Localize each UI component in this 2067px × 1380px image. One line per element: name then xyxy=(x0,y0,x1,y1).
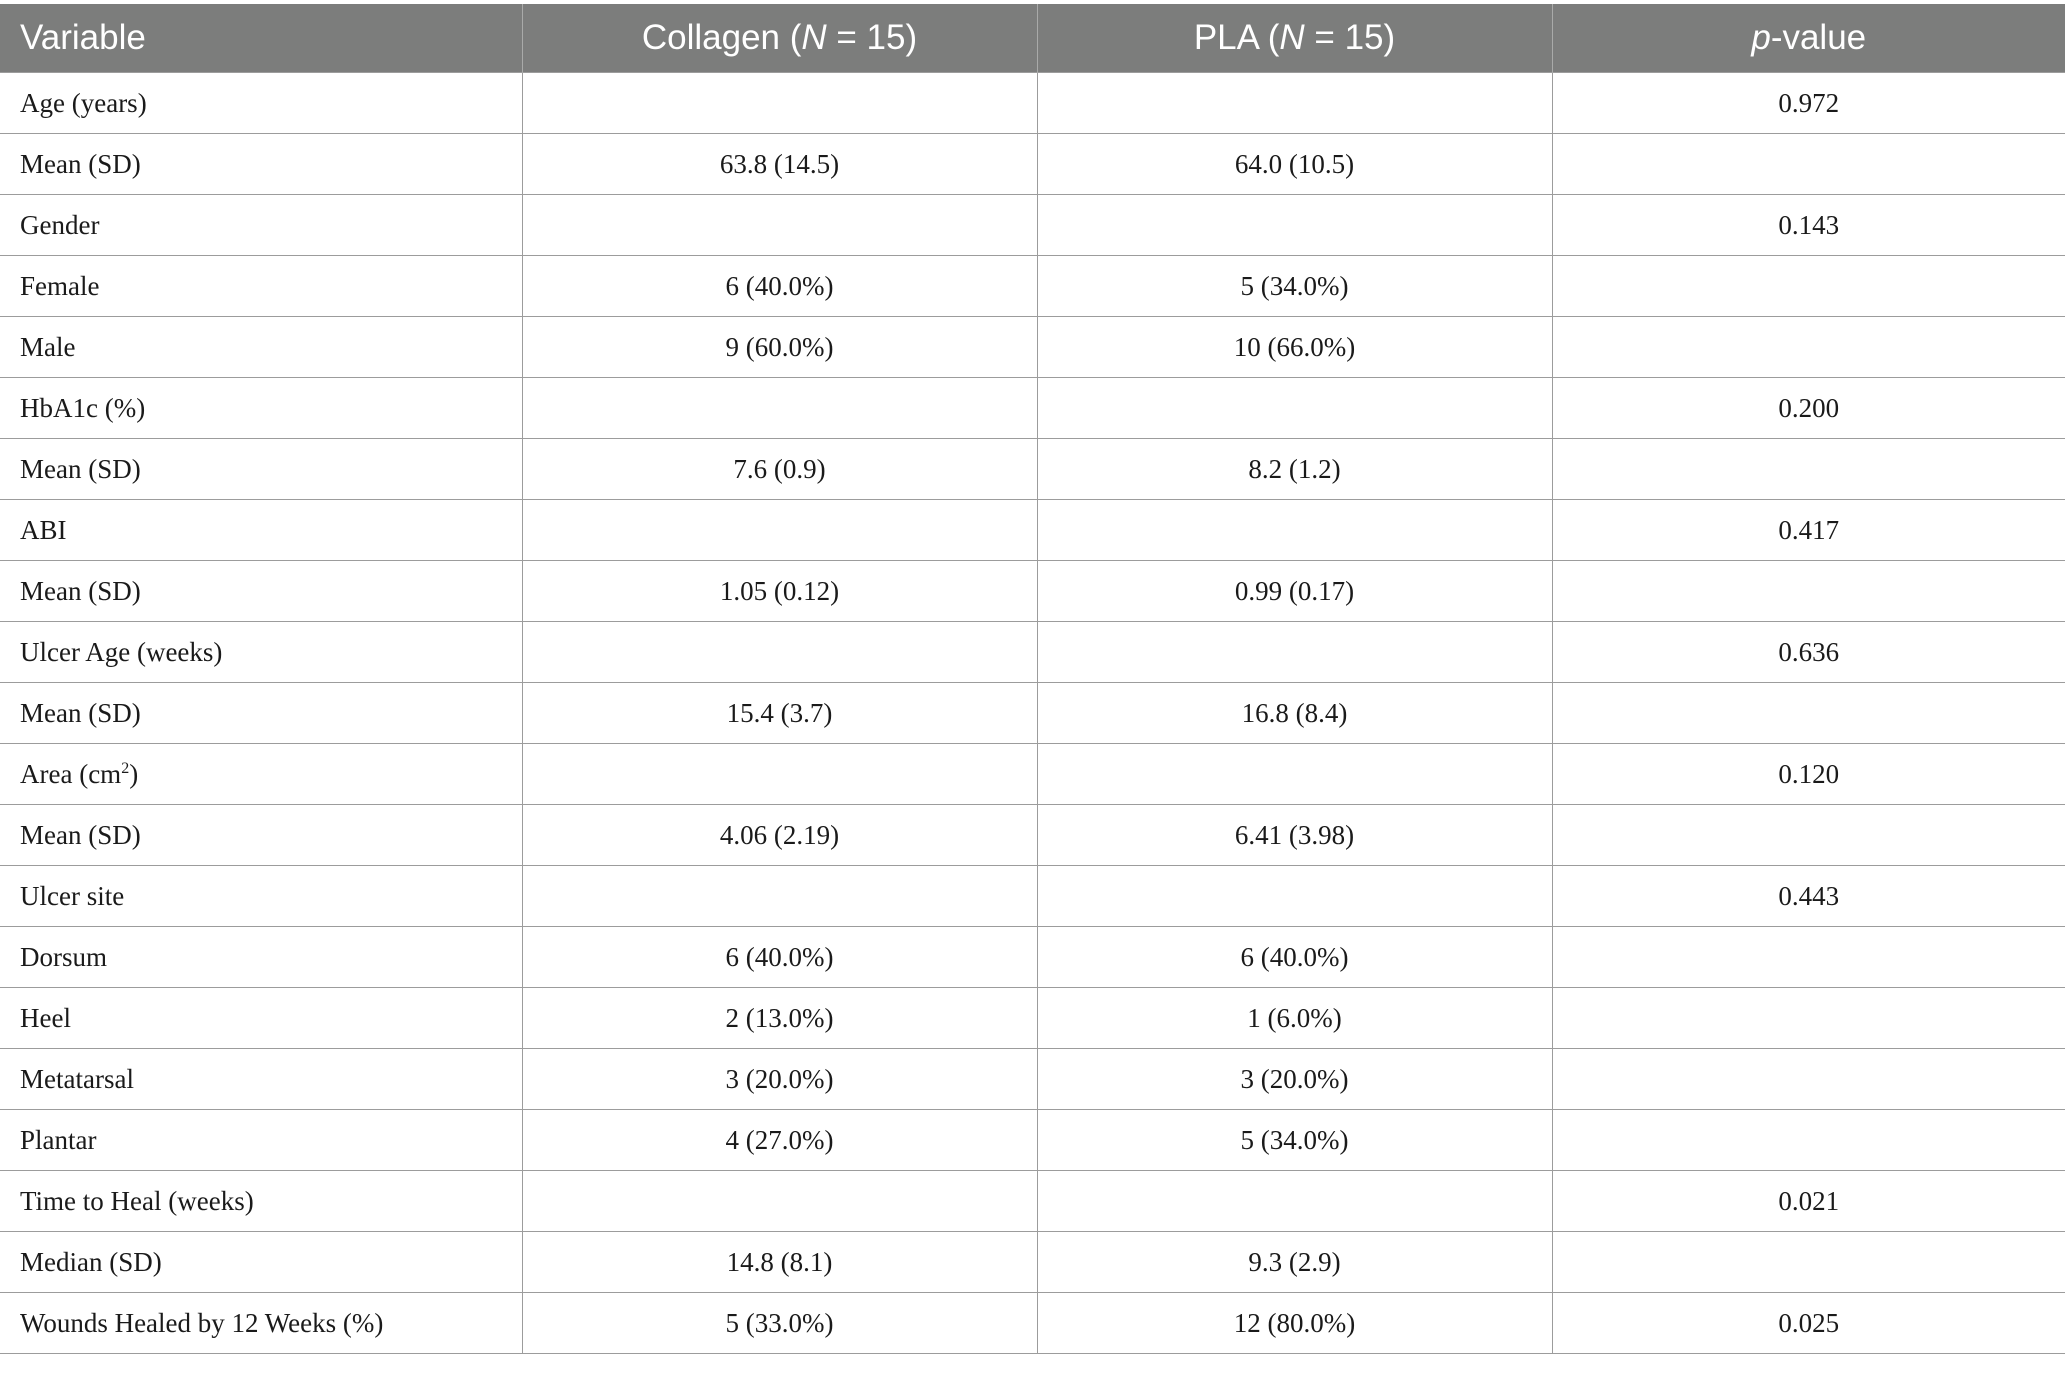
cell-variable-tail: ) xyxy=(129,758,139,789)
cell-variable: Metatarsal xyxy=(0,1049,522,1110)
cell-p-value: 0.143 xyxy=(1552,195,2065,256)
cell-variable: Female xyxy=(0,256,522,317)
cell-p-value xyxy=(1552,683,2065,744)
table-row xyxy=(0,1293,2065,1354)
cell-variable: Mean (SD) xyxy=(0,805,522,866)
cell-variable xyxy=(0,744,522,805)
cell-pla: 5 (34.0%) xyxy=(1037,1110,1552,1171)
cell-p-value xyxy=(1552,927,2065,988)
cell-variable: Mean (SD) xyxy=(0,439,522,500)
cell-p-value xyxy=(1552,317,2065,378)
cell-pla: 10 (66.0%) xyxy=(1037,317,1552,378)
cell-pla: 1 (6.0%) xyxy=(1037,988,1552,1049)
table-row xyxy=(0,73,2065,134)
cell-p-value xyxy=(1552,1232,2065,1293)
cell-p-value xyxy=(1552,1110,2065,1171)
table-row xyxy=(0,561,2065,622)
cell-p-value xyxy=(1552,439,2065,500)
table-row xyxy=(0,439,2065,500)
table-row xyxy=(0,683,2065,744)
cell-collagen: 6 (40.0%) xyxy=(522,256,1037,317)
cell-pla xyxy=(1037,195,1552,256)
header-collagen-name: Collagen ( xyxy=(641,18,802,57)
cell-p-value: 0.120 xyxy=(1552,744,2065,805)
cell-pla: 16.8 (8.4) xyxy=(1037,683,1552,744)
cell-pla: 12 (80.0%) xyxy=(1037,1293,1552,1354)
cell-collagen: 4.06 (2.19) xyxy=(522,805,1037,866)
cell-variable: Ulcer site xyxy=(0,866,522,927)
cell-p-value xyxy=(1552,256,2065,317)
table-row xyxy=(0,378,2065,439)
header-pla-count: = 15) xyxy=(1304,18,1396,57)
cell-collagen: 5 (33.0%) xyxy=(522,1293,1037,1354)
cell-variable: Plantar xyxy=(0,1110,522,1171)
table-row xyxy=(0,1171,2065,1232)
header-p-suffix: -value xyxy=(1770,18,1867,57)
cell-variable: Male xyxy=(0,317,522,378)
cell-pla xyxy=(1037,378,1552,439)
table-row xyxy=(0,256,2065,317)
cell-variable: Dorsum xyxy=(0,927,522,988)
table-row xyxy=(0,195,2065,256)
cell-collagen: 15.4 (3.7) xyxy=(522,683,1037,744)
table-row xyxy=(0,805,2065,866)
table-row xyxy=(0,1232,2065,1293)
cell-variable: Time to Heal (weeks) xyxy=(0,1171,522,1232)
cell-pla: 8.2 (1.2) xyxy=(1037,439,1552,500)
cell-p-value xyxy=(1552,561,2065,622)
header-p-value xyxy=(1552,4,2065,73)
cell-collagen xyxy=(522,866,1037,927)
table-row xyxy=(0,622,2065,683)
table-body xyxy=(0,73,2065,1354)
cell-variable: Gender xyxy=(0,195,522,256)
cell-p-value: 0.021 xyxy=(1552,1171,2065,1232)
cell-pla xyxy=(1037,1171,1552,1232)
cell-variable-text: Area (cm xyxy=(20,758,122,789)
cell-pla xyxy=(1037,622,1552,683)
cell-p-value: 0.417 xyxy=(1552,500,2065,561)
cell-pla: 3 (20.0%) xyxy=(1037,1049,1552,1110)
cell-pla xyxy=(1037,500,1552,561)
cell-variable: Age (years) xyxy=(0,73,522,134)
cell-pla: 64.0 (10.5) xyxy=(1037,134,1552,195)
cell-collagen xyxy=(522,378,1037,439)
cell-p-value: 0.443 xyxy=(1552,866,2065,927)
header-p-italic: p xyxy=(1751,18,1771,57)
header-pla-name: PLA ( xyxy=(1193,18,1280,57)
cell-collagen: 2 (13.0%) xyxy=(522,988,1037,1049)
data-table xyxy=(0,4,2065,1354)
cell-variable: Mean (SD) xyxy=(0,683,522,744)
header-pla xyxy=(1037,4,1552,73)
header-collagen-count: = 15) xyxy=(826,18,918,57)
header-collagen-n: N xyxy=(801,18,827,57)
table-row xyxy=(0,744,2065,805)
cell-collagen xyxy=(522,1171,1037,1232)
cell-variable: Mean (SD) xyxy=(0,561,522,622)
cell-collagen: 63.8 (14.5) xyxy=(522,134,1037,195)
cell-collagen: 3 (20.0%) xyxy=(522,1049,1037,1110)
table-header xyxy=(0,4,2065,73)
cell-collagen xyxy=(522,744,1037,805)
cell-variable: Ulcer Age (weeks) xyxy=(0,622,522,683)
cell-pla: 9.3 (2.9) xyxy=(1037,1232,1552,1293)
cell-pla: 0.99 (0.17) xyxy=(1037,561,1552,622)
cell-collagen xyxy=(522,500,1037,561)
cell-variable: Mean (SD) xyxy=(0,134,522,195)
cell-p-value: 0.636 xyxy=(1552,622,2065,683)
table-row xyxy=(0,927,2065,988)
table-row xyxy=(0,866,2065,927)
cell-p-value: 0.972 xyxy=(1552,73,2065,134)
cell-collagen: 9 (60.0%) xyxy=(522,317,1037,378)
cell-collagen xyxy=(522,195,1037,256)
table-row xyxy=(0,1049,2065,1110)
cell-variable: Wounds Healed by 12 Weeks (%) xyxy=(0,1293,522,1354)
table-container xyxy=(0,4,2067,1354)
cell-pla: 6.41 (3.98) xyxy=(1037,805,1552,866)
cell-p-value: 0.025 xyxy=(1552,1293,2065,1354)
cell-variable: Heel xyxy=(0,988,522,1049)
cell-p-value xyxy=(1552,1049,2065,1110)
cell-variable: ABI xyxy=(0,500,522,561)
cell-collagen: 14.8 (8.1) xyxy=(522,1232,1037,1293)
header-row xyxy=(0,4,2065,73)
cell-variable-superscript: 2 xyxy=(121,759,130,777)
cell-p-value xyxy=(1552,988,2065,1049)
cell-collagen: 7.6 (0.9) xyxy=(522,439,1037,500)
cell-p-value xyxy=(1552,805,2065,866)
cell-pla xyxy=(1037,744,1552,805)
cell-variable: Median (SD) xyxy=(0,1232,522,1293)
cell-pla xyxy=(1037,866,1552,927)
cell-variable: HbA1c (%) xyxy=(0,378,522,439)
table-row xyxy=(0,1110,2065,1171)
cell-pla xyxy=(1037,73,1552,134)
table-row xyxy=(0,500,2065,561)
table-row xyxy=(0,988,2065,1049)
cell-collagen: 6 (40.0%) xyxy=(522,927,1037,988)
cell-p-value xyxy=(1552,134,2065,195)
header-collagen xyxy=(522,4,1037,73)
header-pla-n: N xyxy=(1279,18,1305,57)
table-row xyxy=(0,134,2065,195)
cell-pla: 5 (34.0%) xyxy=(1037,256,1552,317)
cell-p-value: 0.200 xyxy=(1552,378,2065,439)
table-row xyxy=(0,317,2065,378)
cell-collagen: 1.05 (0.12) xyxy=(522,561,1037,622)
cell-collagen xyxy=(522,73,1037,134)
header-variable: Variable xyxy=(0,4,522,73)
cell-pla: 6 (40.0%) xyxy=(1037,927,1552,988)
cell-collagen xyxy=(522,622,1037,683)
cell-collagen: 4 (27.0%) xyxy=(522,1110,1037,1171)
